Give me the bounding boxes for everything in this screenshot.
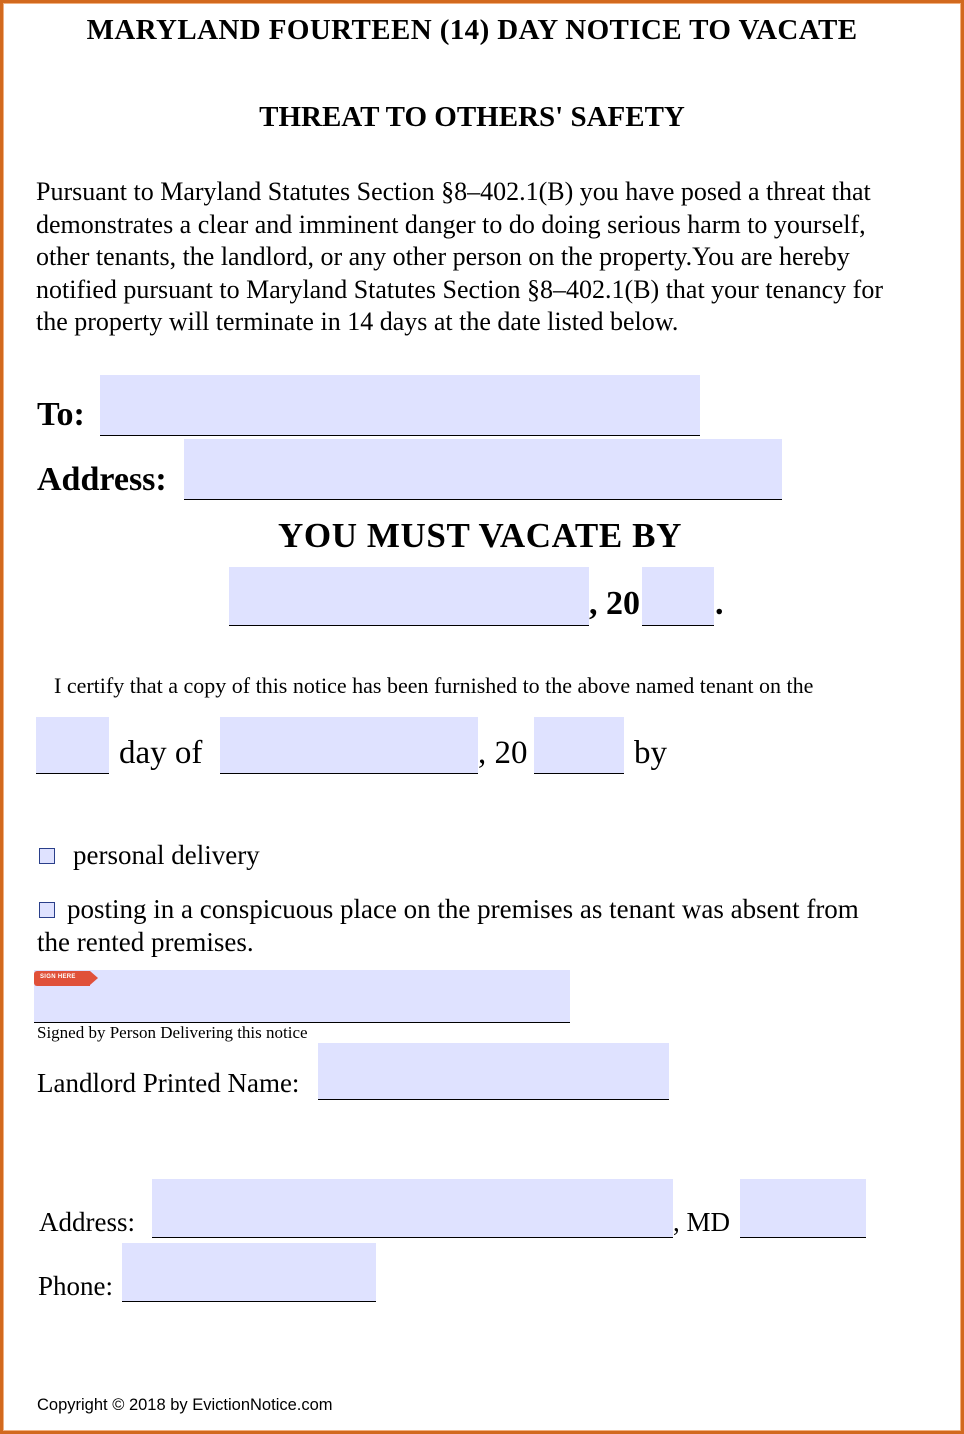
vacate-period: . [715,585,724,622]
posting-checkbox[interactable] [39,902,55,918]
phone-label: Phone: [38,1271,114,1301]
certify-month-field[interactable] [220,717,478,774]
phone-field[interactable] [122,1243,376,1302]
posting-label: posting in a conspicuous place on the premises as tenant was absent from [67,894,859,924]
copyright-footer: Copyright © 2018 by EvictionNotice.com [37,1396,333,1414]
zip-field[interactable] [740,1179,866,1238]
signature-field[interactable] [34,970,570,1023]
notice-paragraph: Pursuant to Maryland Statutes Section §8–402.1(B) you have posed a threat that demonstrates a clear and imminent danger to do doing serious harm to yourself, other tenants, the landlord, or any other person on the property.You are hereby notified pursuant to Maryland Statutes Section §8–402.1(B) that your tenancy for the property will terminate in 14 days at the date listed below. [36,177,883,336]
sign-here-tag[interactable]: SIGN HERE [34,971,90,986]
to-field[interactable] [100,375,700,436]
certify-text: I certify that a copy of this notice has been furnished to the above named tenant on the [54,673,814,698]
document-title: MARYLAND FOURTEEN (14) DAY NOTICE TO VACATE [86,14,858,46]
document-subtitle: THREAT TO OTHERS' SAFETY [259,101,685,133]
personal-delivery-checkbox[interactable] [39,848,55,864]
posting-label-continuation: the rented premises. [37,927,254,957]
vacate-date-field[interactable] [229,567,589,626]
by-label: by [634,735,667,771]
day-of-label: day of [119,735,203,771]
address-field[interactable] [184,439,782,500]
vacate-year-field[interactable] [642,567,714,626]
signature-caption: Signed by Person Delivering this notice [37,1023,308,1042]
landlord-address-field[interactable] [152,1179,673,1238]
certify-year-field[interactable] [534,717,624,774]
certify-day-field[interactable] [36,717,109,774]
address-label: Address: [37,461,167,498]
vacate-heading: YOU MUST VACATE BY [278,516,682,555]
state-label: , MD [673,1207,731,1237]
vacate-year-prefix: , 20 [589,585,640,622]
landlord-name-label: Landlord Printed Name: [37,1068,300,1098]
certify-year-prefix: , 20 [478,735,528,771]
personal-delivery-label: personal delivery [73,840,260,870]
landlord-address-label: Address: [39,1207,135,1237]
to-label: To: [37,396,85,433]
landlord-name-field[interactable] [318,1043,669,1100]
